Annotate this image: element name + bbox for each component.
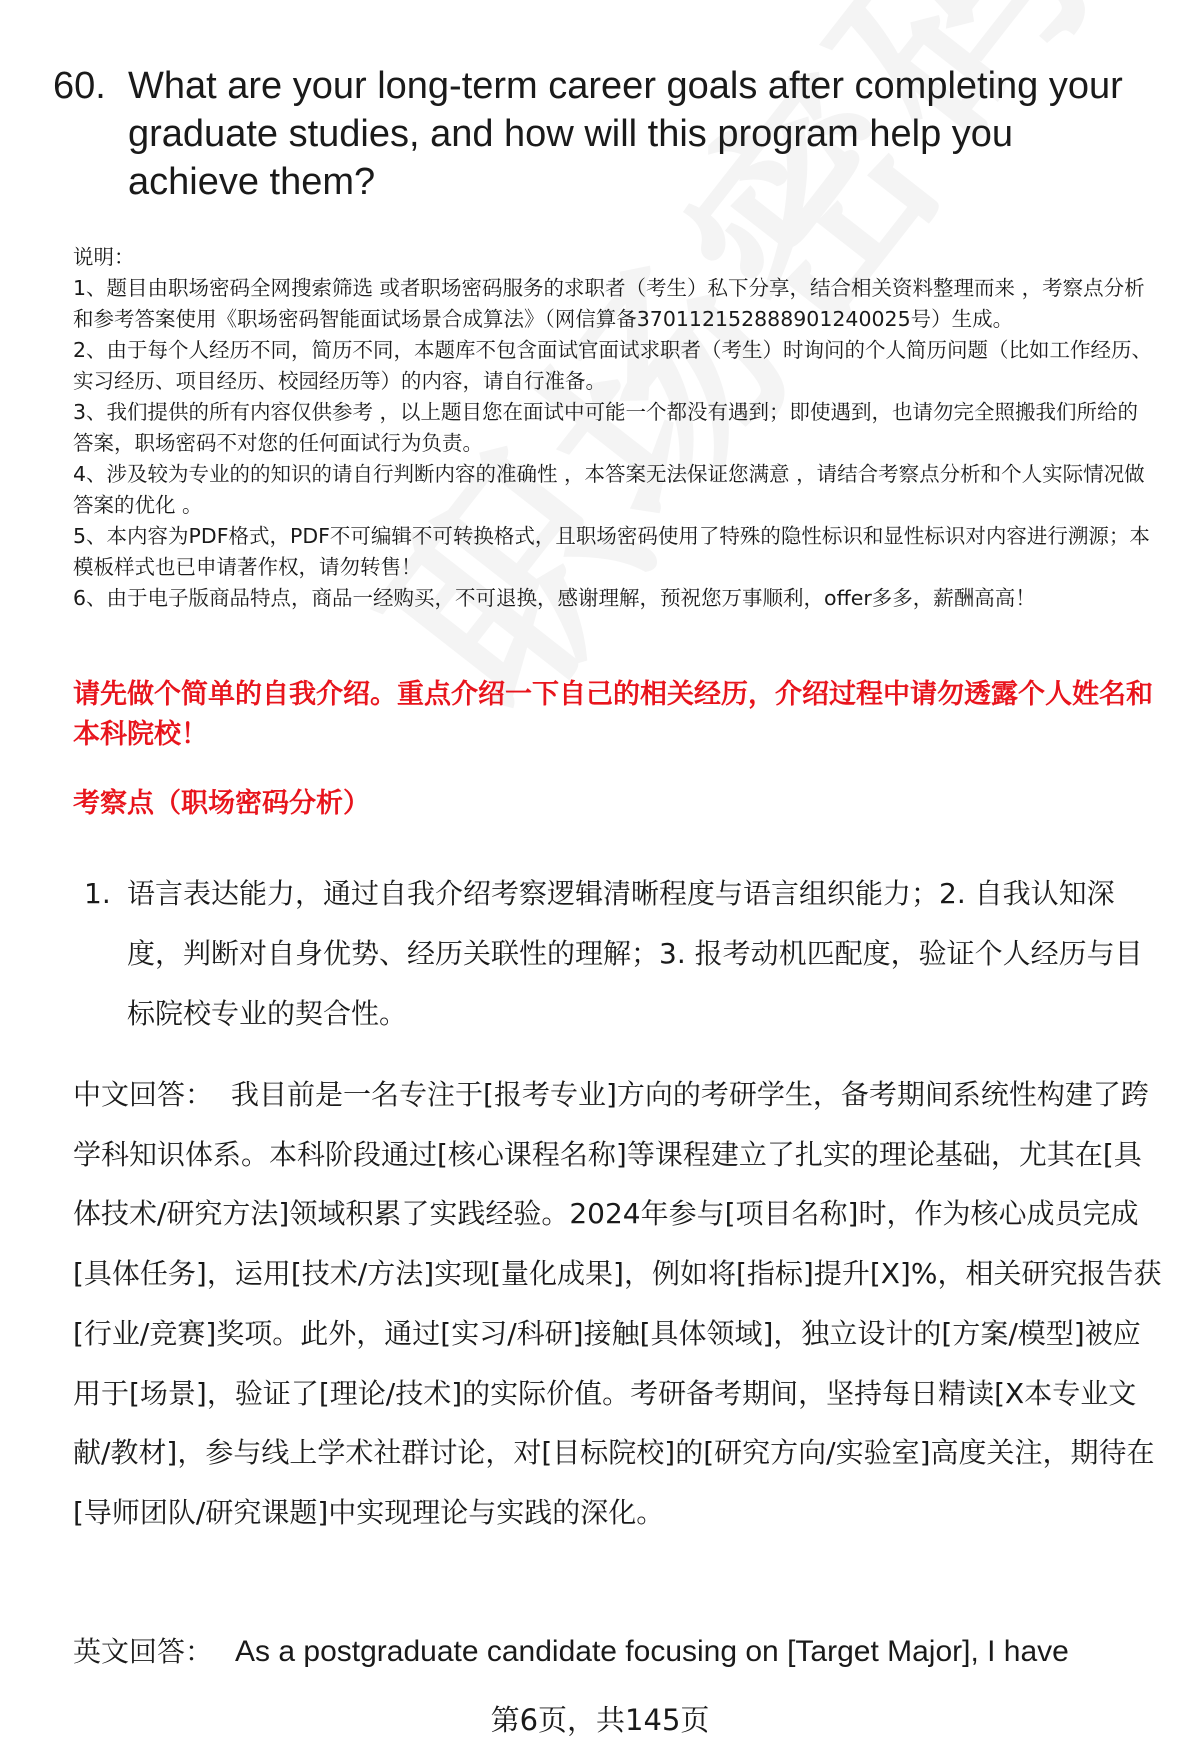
intro-instruction: 请先做个简单的自我介绍。重点介绍一下自己的相关经历，介绍过程中请勿透露个人姓名和本科院校！ [73,679,1153,750]
chinese-answer [73,1065,1168,1543]
analysis-points [84,864,1159,1044]
note-item: 1、题目由职场密码全网搜索筛选 或者职场密码服务的求职者（考生）私下分享，结合相关资料整理而来 ，考察点分析和参考答案使用《职场密码智能面试场景合成算法》（网信算备370112152888901240025号）生成。 [73,276,1145,331]
page-footer: 第6页，共145页 [490,1703,710,1737]
question-text: What are your long-term career goals after completing your graduate studies, and how will this program help you achieve them? [128,65,1123,203]
note-item: 4、涉及较为专业的的知识的请自行判断内容的准确性 ，本答案无法保证您满意 ，请结合考察点分析和个人实际情况做答案的优化 。 [73,462,1145,517]
note-item: 3、我们提供的所有内容仅供参考 ，以上题目您在面试中可能一个都没有遇到；即使遇到，也请勿完全照搬我们所给的答案，职场密码不对您的任何面试行为负责。 [73,400,1139,455]
notes-section [73,242,1158,614]
question-number: 60. [53,65,106,107]
english-answer [73,1632,1173,1672]
question-block [53,62,1153,206]
analysis-heading: 考察点（职场密码分析） [73,788,370,819]
note-item: 6、由于电子版商品特点，商品一经购买，不可退换，感谢理解，预祝您万事顺利，offer多多，薪酬高高！ [73,586,1036,610]
chinese-answer-label: 中文回答： [73,1078,214,1111]
notes-heading: 说明： [73,245,135,269]
note-item: 5、本内容为PDF格式，PDF不可编辑不可转换格式，且职场密码使用了特殊的隐性标识和显性标识对内容进行溯源；本模板样式也已申请著作权，请勿转售！ [73,524,1150,579]
note-item: 2、由于每个人经历不同，简历不同，本题库不包含面试官面试求职者（考生）时询问的个人简历问题（比如工作经历、实习经历、项目经历、校园经历等）的内容，请自行准备。 [73,338,1153,393]
point-text: 语言表达能力，通过自我介绍考察逻辑清晰程度与语言组织能力；2. 自我认知深度，判断对自身优势、经历关联性的理解；3. 报考动机匹配度，验证个人经历与目标院校专业的契合性。 [127,877,1143,1030]
english-answer-label: 英文回答： [73,1635,214,1668]
point-number: 1. [84,877,111,910]
chinese-answer-text: 我目前是一名专注于[报考专业]方向的考研学生，备考期间系统性构建了跨学科知识体系。本科阶段通过[核心课程名称]等课程建立了扎实的理论基础，尤其在[具体技术/研究方法]领域积累了实践经验。2024年参与[项目名称]时，作为核心成员完成[具体任务]，运用[技术/方法]实现[量化成果]，例如将[指标]提升[X]%，相关研究报告获[行业/竞赛]奖项。此外，通过[实习/科研]接触[具体领域]，独立设计的[方案/模型]被应用于[场景]，验证了[理论/技术]的实际价值。考研备考期间，坚持每日精读[X本专业文献/教材]，参与线上学术社群讨论，对[目标院校]的[研究方向/实验室]高度关注，期待在[导师团队/研究课题]中实现理论与实践的深化。 [73,1078,1162,1529]
english-answer-text: As a postgraduate candidate focusing on [Target Major], I have [235,1635,1069,1668]
